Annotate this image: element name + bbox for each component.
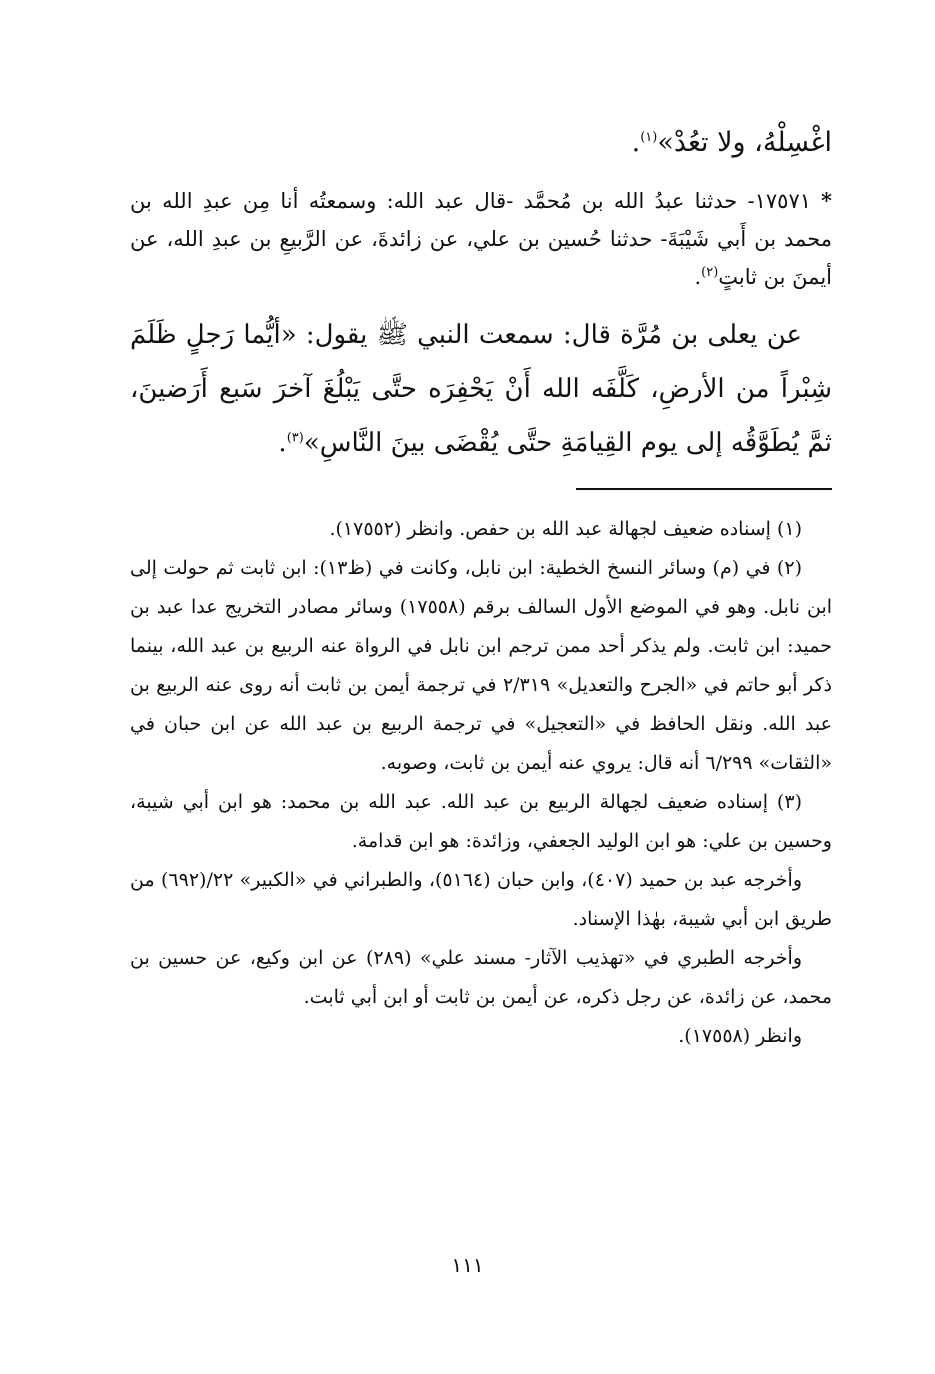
continuation-text: اغْسِلْهُ، ولا تعُدْ»	[657, 127, 832, 158]
hadith-chain	[130, 182, 832, 296]
continuation-line	[130, 118, 832, 168]
footnote-3: (٣) إسناده ضعيف لجهالة الربيع بن عبد الله. عبد الله بن محمد: هو ابن أبي شيبة، وحسين بن علي: هو ابن الوليد الجعفي، وزائدة: هو ابن قدامة.	[130, 791, 832, 852]
footnote-3-extra-2: وأخرجه الطبري في «تهذيب الآثار- مسند علي» (٢٨٩) عن ابن وكيع، عن حسين بن محمد، عن زائدة، عن رجل ذكره، عن أيمن بن ثابت أو ابن أبي ثابت.	[130, 947, 832, 1008]
footnote-1: (١) إسناده ضعيف لجهالة عبد الله بن حفص. وانظر (١٧٥٥٢).	[329, 518, 802, 540]
asterisk-icon: *	[821, 188, 832, 213]
footnote-3-extra-1: وأخرجه عبد بن حميد (٤٠٧)، وابن حبان (٥١٦٤)، والطبراني في «الكبير» ٢٢/(٦٩٢) من طريق ابن أبي شيبة، بهٰذا الإسناد.	[130, 869, 832, 930]
hadith-matn: عن يعلى بن مُرَّة قال: سمعت النبي ﷺ يقول: «أيُّما رَجلٍ ظَلَمَ شِبْراً من الأرضِ، كَلَّفَه الله أَنْ يَحْفِرَه حتَّى يَبْلُغَ آخرَ سَبع أَرَضينَ، ثمَّ يُطَوَّقُه إلى يوم القِيامَةِ حتَّى يُقْضَى بينَ النَّاسِ»	[130, 320, 832, 458]
footnote-3-extra-3: وانظر (١٧٥٥٨).	[678, 1025, 802, 1047]
hadith-chain-end: .	[694, 265, 702, 289]
footnote-2: (٢) في (م) وسائر النسخ الخطية: ابن نابل، وكانت في (ظ١٣): ابن ثابت ثم حولت إلى ابن نابل. وهو في الموضع الأول السالف برقم (١٧٥٥٨) وسائر مصادر التخريج عدا عبد بن حميد: ابن ثابت. ولم يذكر أحد ممن ترجم ابن نابل في الرواة عنه الربيع بن عبد الله، بينما ذكر أبو حاتم في «الجرح والتعديل» ٢/٣١٩ في ترجمة أيمن بن ثابت أنه روى عنه الربيع بن عبد الله. ونقل الحافظ في «التعجيل» في ترجمة الربيع بن عبد الله عن ابن حبان في «الثقات» ٦/٢٩٩ أنه قال: يروي عنه أيمن بن ثابت، وصوبه.	[130, 557, 833, 774]
hadith-text-end: .	[278, 428, 287, 458]
footnote-ref-1: (١)	[640, 130, 658, 145]
footnote-ref-3: (٣)	[286, 430, 304, 446]
page-body	[130, 118, 832, 1056]
continuation-end: .	[631, 127, 641, 158]
hadith-chain-text: ١٧٥٧١- حدثنا عبدُ الله بن مُحمَّد -قال عبد الله: وسمعتُه أنا مِن عبدِ الله بن محمد بن أَبي شَيْبَةَ- حدثنا حُسين بن علي، عن زائدةَ، عن الرَّبيعِ بن عبدِ الله، عن أيمنَ بن ثابتٍ	[130, 189, 832, 289]
page-number: ١١١	[451, 1253, 484, 1277]
footnotes	[130, 510, 832, 1056]
hadith-text	[130, 308, 832, 470]
footnote-divider	[576, 488, 832, 490]
footnote-ref-2: (٢)	[701, 265, 719, 280]
